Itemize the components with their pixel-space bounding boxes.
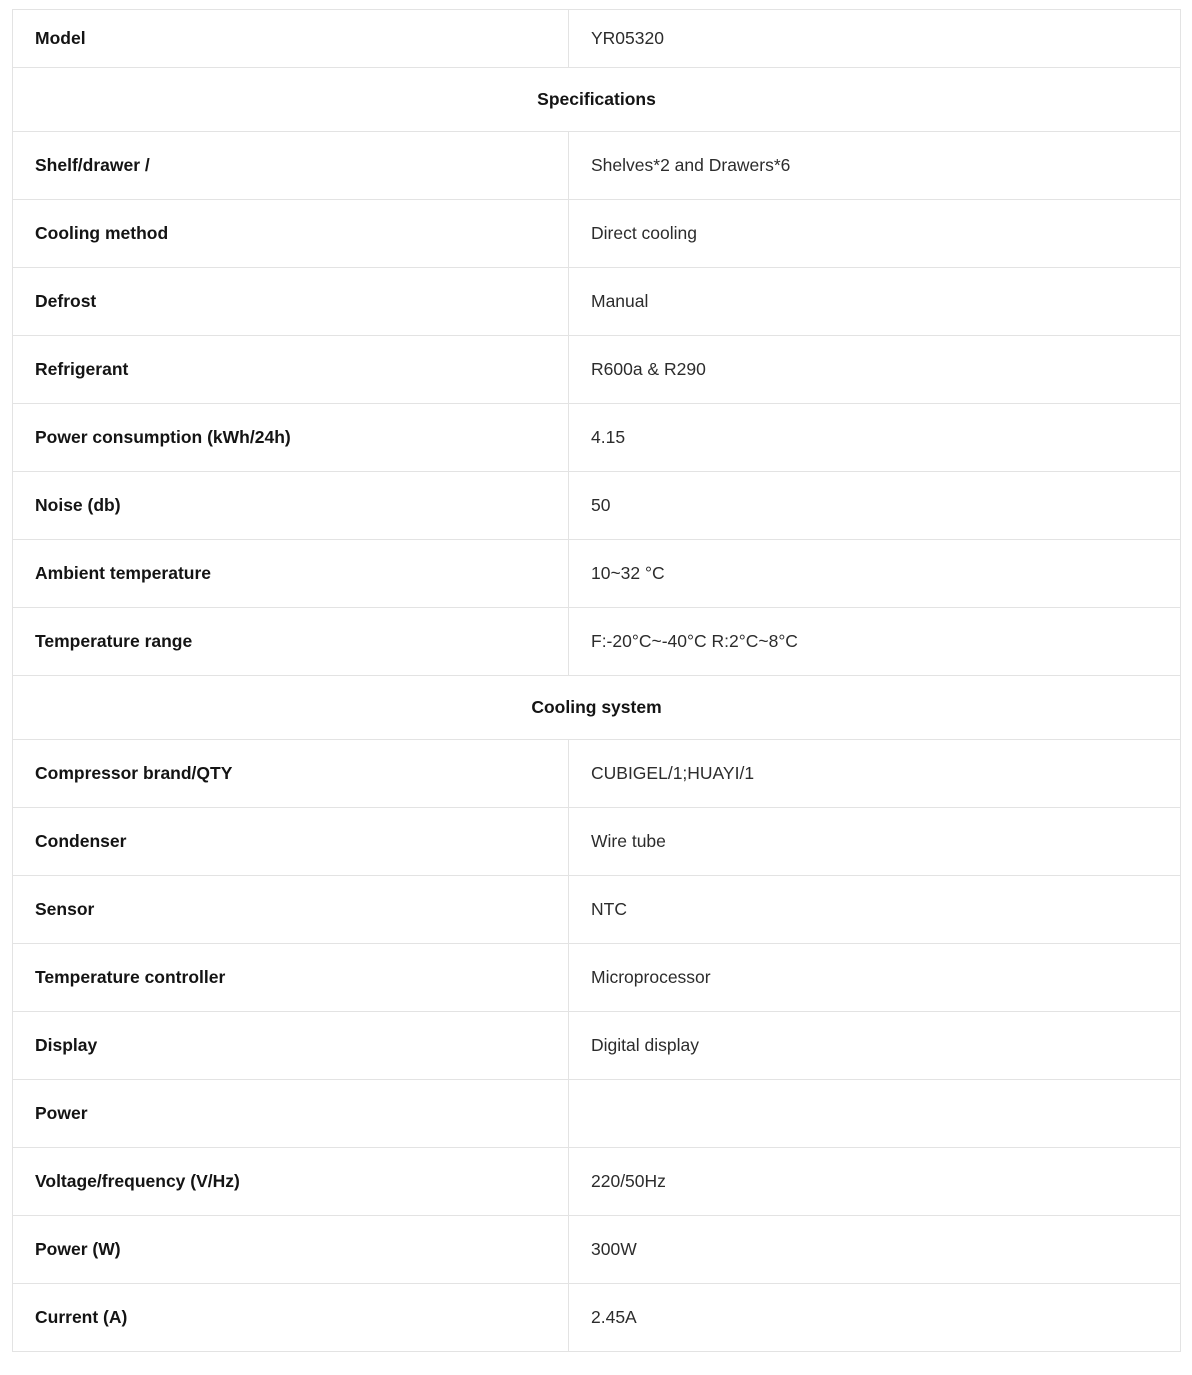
table-row [13, 10, 1181, 68]
spec-value-cell: 220/50Hz [569, 1148, 1181, 1216]
spec-value-cell: Manual [569, 268, 1181, 336]
table-row [13, 404, 1181, 472]
table-row [13, 540, 1181, 608]
spec-value-cell: Wire tube [569, 808, 1181, 876]
section-header-cell: Specifications [13, 68, 1181, 132]
spec-label-cell: Temperature range [13, 608, 569, 676]
spec-label-cell: Power [13, 1080, 569, 1148]
spec-value-cell: NTC [569, 876, 1181, 944]
table-row [13, 132, 1181, 200]
spec-label-cell: Temperature controller [13, 944, 569, 1012]
spec-label-cell: Sensor [13, 876, 569, 944]
spec-value-cell: F:-20°C~-40°C R:2°C~8°C [569, 608, 1181, 676]
spec-label-cell: Voltage/frequency (V/Hz) [13, 1148, 569, 1216]
spec-label-cell: Power (W) [13, 1216, 569, 1284]
spec-label-cell: Model [13, 10, 569, 68]
table-row [13, 200, 1181, 268]
table-row [13, 1148, 1181, 1216]
product-specification-table [12, 9, 1181, 1352]
spec-label-cell: Shelf/drawer / [13, 132, 569, 200]
spec-value-cell: YR05320 [569, 10, 1181, 68]
table-row [13, 268, 1181, 336]
spec-label-cell: Condenser [13, 808, 569, 876]
spec-value-cell: Direct cooling [569, 200, 1181, 268]
spec-value-cell: R600a & R290 [569, 336, 1181, 404]
table-row [13, 608, 1181, 676]
spec-label-cell: Ambient temperature [13, 540, 569, 608]
spec-value-cell: 2.45A [569, 1284, 1181, 1352]
spec-label-cell: Noise (db) [13, 472, 569, 540]
spec-label-cell: Refrigerant [13, 336, 569, 404]
spec-value-cell [569, 1080, 1181, 1148]
spec-label-cell: Display [13, 1012, 569, 1080]
spec-value-cell: Microprocessor [569, 944, 1181, 1012]
spec-value-cell: 300W [569, 1216, 1181, 1284]
spec-label-cell: Compressor brand/QTY [13, 740, 569, 808]
spec-value-cell: CUBIGEL/1;HUAYI/1 [569, 740, 1181, 808]
table-row [13, 472, 1181, 540]
spec-value-cell: 4.15 [569, 404, 1181, 472]
table-row [13, 1284, 1181, 1352]
table-row [13, 68, 1181, 132]
table-row [13, 676, 1181, 740]
spec-label-cell: Cooling method [13, 200, 569, 268]
table-row [13, 1080, 1181, 1148]
section-header-cell: Cooling system [13, 676, 1181, 740]
spec-value-cell: 10~32 °C [569, 540, 1181, 608]
spec-value-cell: 50 [569, 472, 1181, 540]
table-row [13, 808, 1181, 876]
table-row [13, 1216, 1181, 1284]
spec-value-cell: Shelves*2 and Drawers*6 [569, 132, 1181, 200]
table-body [13, 10, 1181, 1352]
table-row [13, 944, 1181, 1012]
spec-label-cell: Defrost [13, 268, 569, 336]
table-row [13, 1012, 1181, 1080]
table-row [13, 740, 1181, 808]
table-row [13, 876, 1181, 944]
table-row [13, 336, 1181, 404]
spec-label-cell: Power consumption (kWh/24h) [13, 404, 569, 472]
spec-value-cell: Digital display [569, 1012, 1181, 1080]
spec-label-cell: Current (A) [13, 1284, 569, 1352]
